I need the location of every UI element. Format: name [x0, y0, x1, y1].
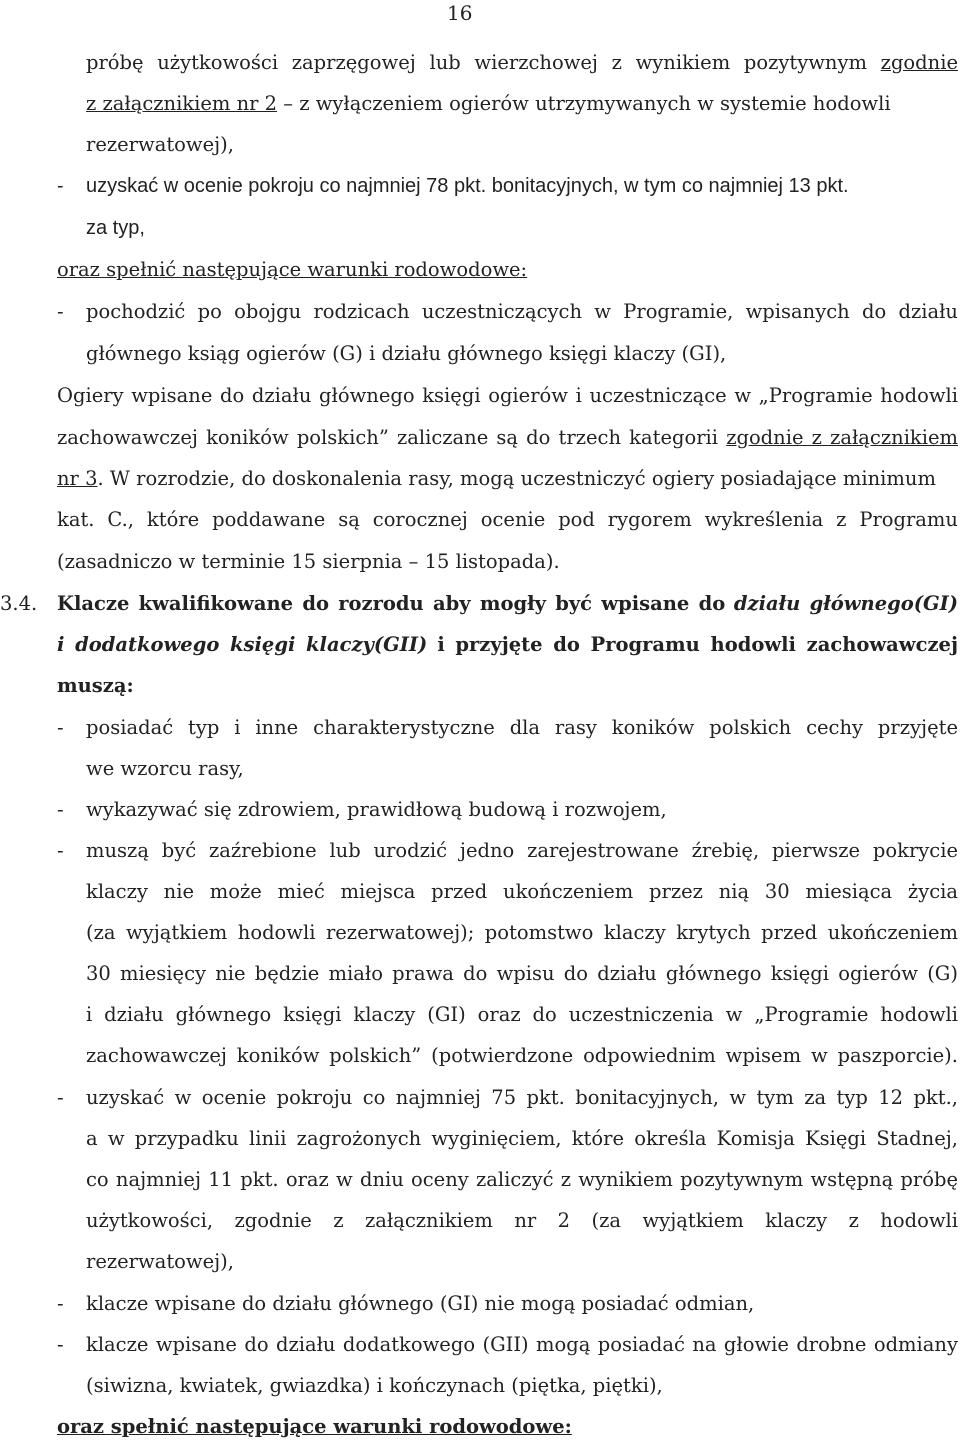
list-item-line: użytkowości, zgodnie z załącznikiem nr 2 (za wyjątkiem klaczy z hodowli: [86, 1209, 958, 1232]
bullet-dash: -: [57, 1086, 64, 1109]
page-number: 16: [447, 1, 473, 25]
closing-requirements-heading: oraz spełnić następujące warunki rodowodowe:: [57, 1415, 572, 1438]
list-item-line: uzyskać w ocenie pokroju co najmniej 75 pkt. bonitacyjnych, w tym za typ 12 pkt.,: [86, 1086, 958, 1109]
paragraph-line: kat. C., które poddawane są corocznej ocenie pod rygorem wykreślenia z Programu: [57, 508, 958, 531]
bullet-dash: -: [57, 716, 64, 739]
paragraph-line: próbę użytkowości zaprzęgowej lub wierzchowej z wynikiem pozytywnym zgodnie: [86, 51, 958, 74]
list-item-line: pochodzić po obojgu rodzicach uczestniczących w Programie, wpisanych do działu: [86, 300, 958, 323]
bullet-dash: -: [57, 300, 64, 323]
bullet-dash: -: [57, 175, 64, 197]
list-item-line: we wzorcu rasy,: [86, 757, 244, 780]
list-item-line: klaczy nie może mieć miejsca przed ukończeniem przez nią 30 miesiąca życia: [86, 880, 958, 903]
paragraph-line: rezerwatowej),: [86, 133, 234, 156]
paragraph-line: Ogiery wpisane do działu głównego księgi ogierów i uczestniczące w „Programie hodowli: [57, 384, 958, 407]
list-item-line: klacze wpisane do działu głównego (GI) nie mogą posiadać odmian,: [86, 1292, 755, 1315]
section-heading-line: muszą:: [57, 674, 134, 697]
bullet-dash: -: [57, 798, 64, 821]
section-number: 3.4.: [0, 592, 38, 615]
list-item-line: wykazywać się zdrowiem, prawidłową budową i rozwojem,: [86, 798, 667, 821]
bullet-dash: -: [57, 1292, 64, 1315]
list-item-line: (siwizna, kwiatek, gwiazdka) i kończynach (piętka, piętki),: [86, 1374, 663, 1397]
requirements-heading: oraz spełnić następujące warunki rodowodowe:: [57, 258, 528, 281]
list-item-line: zachowawczej koników polskich” (potwierdzone odpowiednim wpisem w paszporcie).: [86, 1044, 958, 1067]
list-item-line: 30 miesięcy nie będzie miało prawa do wpisu do działu głównego księgi ogierów (G): [86, 962, 958, 985]
paragraph-line: zachowawczej koników polskich” zaliczane są do trzech kategorii zgodnie z załącznikiem: [57, 426, 959, 449]
list-item-line: a w przypadku linii zagrożonych wyginięciem, które określa Komisja Księgi Stadnej,: [86, 1127, 958, 1150]
list-item-line: za typ,: [86, 217, 145, 239]
link-annex-3[interactable]: zgodnie z załącznikiem: [726, 426, 959, 449]
list-item-line: głównego ksiąg ogierów (G) i działu głównego księgi klaczy (GI),: [86, 342, 727, 365]
link-annex-2-start[interactable]: zgodnie: [880, 51, 958, 74]
list-item-line: posiadać typ i inne charakterystyczne dla rasy koników polskich cechy przyjęte: [86, 716, 958, 739]
paragraph-line: z załącznikiem nr 2 – z wyłączeniem ogierów utrzymywanych w systemie hodowli: [86, 92, 891, 115]
list-item-line: rezerwatowej),: [86, 1250, 234, 1273]
list-item-line: muszą być zaźrebione lub urodzić jedno zarejestrowane źrebię, pierwsze pokrycie: [86, 839, 958, 862]
section-heading-line: Klacze kwalifikowane do rozrodu aby mogły być wpisane do działu głównego(GI): [57, 592, 959, 615]
bullet-dash: -: [57, 839, 64, 862]
paragraph-line: (zasadniczo w terminie 15 sierpnia – 15 listopada).: [57, 550, 560, 573]
section-heading-line: i dodatkowego księgi klaczy(GII) i przyjęte do Programu hodowli zachowawczej: [57, 633, 959, 656]
list-item-line: (za wyjątkiem hodowli rezerwatowej); potomstwo klaczy krytych przed ukończeniem: [86, 921, 958, 944]
list-item-line: klacze wpisane do działu dodatkowego (GII) mogą posiadać na głowie drobne odmiany: [86, 1333, 958, 1356]
link-annex-2[interactable]: z załącznikiem nr 2: [86, 92, 278, 115]
list-item-line: i działu głównego księgi klaczy (GI) oraz do uczestniczenia w „Programie hodowli: [86, 1003, 958, 1026]
list-item-line: co najmniej 11 pkt. oraz w dniu oceny zaliczyć z wynikiem pozytywnym wstępną próbę: [86, 1168, 958, 1191]
link-annex-3-end[interactable]: nr 3: [57, 467, 98, 490]
bullet-dash: -: [57, 1333, 64, 1356]
paragraph-line: nr 3. W rozrodzie, do doskonalenia rasy, mogą uczestniczyć ogiery posiadające minimum: [57, 467, 936, 490]
list-item-line: uzyskać w ocenie pokroju co najmniej 78 pkt. bonitacyjnych, w tym co najmniej 13 pkt.: [86, 175, 849, 197]
